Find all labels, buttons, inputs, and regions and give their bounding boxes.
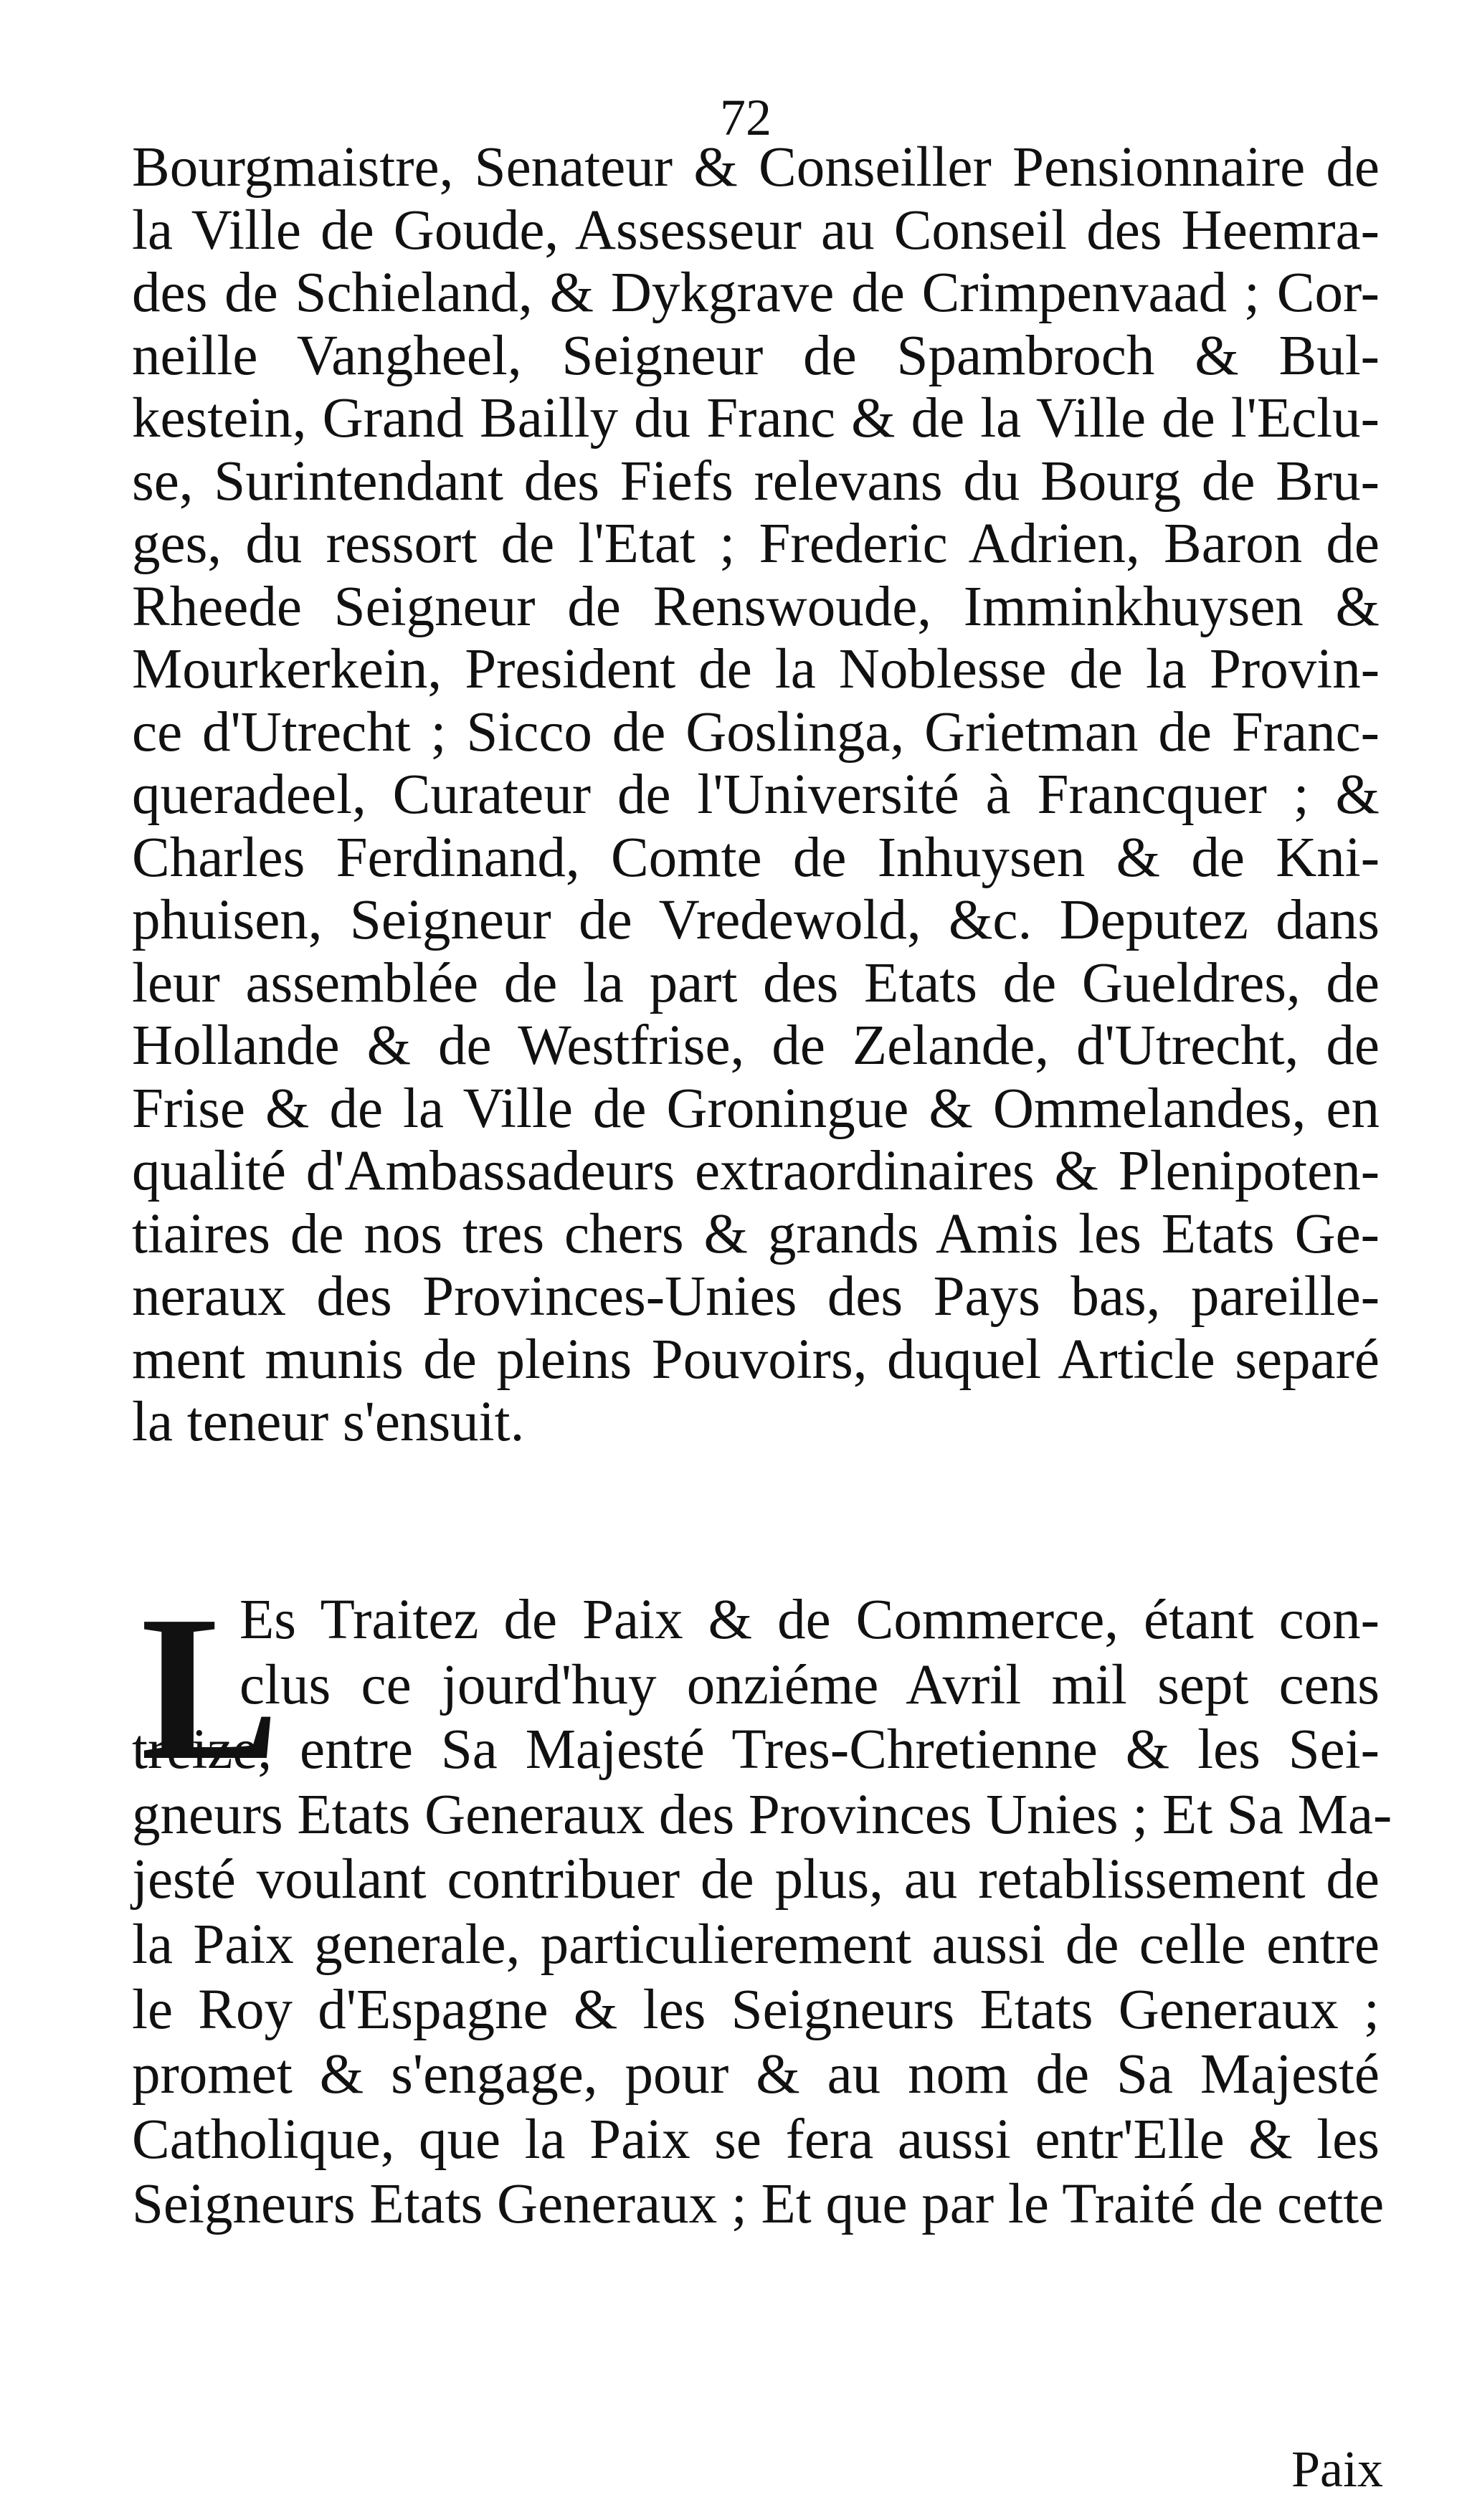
text-line: Seigneurs Etats Generaux ; Et que par le Traité de cette [132, 2173, 1385, 2236]
text-line: la Paix generale, particulierement aussi de celle entre [132, 1913, 1380, 1976]
text-line: Charles Ferdinand, Comte de Inhuysen & de Kni- [132, 826, 1380, 889]
text-line: clus ce jourd'huy onziéme Avril mil sept cens [239, 1653, 1380, 1716]
text-line: neraux des Provinces-Unies des Pays bas, pareille- [132, 1265, 1380, 1328]
text-line: phuisen, Seigneur de Vredewold, &c. Deputez dans [132, 889, 1380, 951]
text-line: Bourgmaistre, Senateur & Conseiller Pensionnaire de [132, 136, 1380, 199]
text-line: queradeel, Curateur de l'Université à Francquer ; & [132, 764, 1380, 826]
text-line: Frise & de la Ville de Groningue & Ommelandes, en [132, 1077, 1380, 1140]
text-line: ment munis de pleins Pouvoirs, duquel Article separé [132, 1328, 1380, 1391]
text-line: se, Surintendant des Fiefs relevans du Bourg de Bru- [132, 450, 1380, 513]
text-line: neille Vangheel, Seigneur de Spambroch & Bul- [132, 324, 1380, 387]
text-line: leur assemblée de la part des Etats de Gueldres, de [132, 951, 1380, 1014]
text-line: gneurs Etats Generaux des Provinces Unies ; Et Sa Ma- [132, 1783, 1392, 1846]
text-line: la Ville de Goude, Assesseur au Conseil des Heemra- [132, 199, 1380, 262]
text-line: le Roy d'Espagne & les Seigneurs Etats Generaux ; [132, 1978, 1380, 2041]
catchword: Paix [1291, 2440, 1383, 2498]
text-line: ges, du ressort de l'Etat ; Frederic Adrien, Baron de [132, 513, 1380, 575]
text-line: Catholique, que la Paix se fera aussi entr'Elle & les [132, 2108, 1380, 2171]
paragraph-article [132, 1588, 1392, 2238]
text-line: ce d'Utrecht ; Sicco de Goslinga, Grietman de Franc- [132, 700, 1380, 764]
text-line: Es Traitez de Paix & de Commerce, étant con- [239, 1589, 1380, 1651]
text-line: promet & s'engage, pour & au nom de Sa Majesté [132, 2043, 1380, 2106]
text-line: Rheede Seigneur de Renswoude, Imminkhuysen & [132, 575, 1380, 638]
text-line: qualité d'Ambassadeurs extraordinaires & Plenipoten- [132, 1140, 1380, 1202]
drop-cap-initial: L [141, 1573, 280, 1803]
text-line: jesté voulant contribuer de plus, au retablissement de [132, 1848, 1380, 1911]
text-line: Hollande & de Westfrise, de Zelande, d'Utrecht, de [132, 1014, 1380, 1077]
paragraph-continuation [132, 136, 1380, 1454]
text-line: kestein, Grand Bailly du Franc & de la Ville de l'Eclu- [132, 387, 1380, 450]
text-line: la teneur s'ensuit. [132, 1391, 525, 1453]
text-line: tiaires de nos tres chers & grands Amis les Etats Ge- [132, 1202, 1380, 1265]
page-number: 72 [720, 89, 772, 146]
text-line: treize, entre Sa Majesté Tres-Chretienne & les Sei- [132, 1718, 1380, 1782]
text-line: Mourkerkein, President de la Noblesse de la Provin- [132, 638, 1380, 700]
text-line: des de Schieland, & Dykgrave de Crimpenvaad ; Cor- [132, 262, 1380, 324]
